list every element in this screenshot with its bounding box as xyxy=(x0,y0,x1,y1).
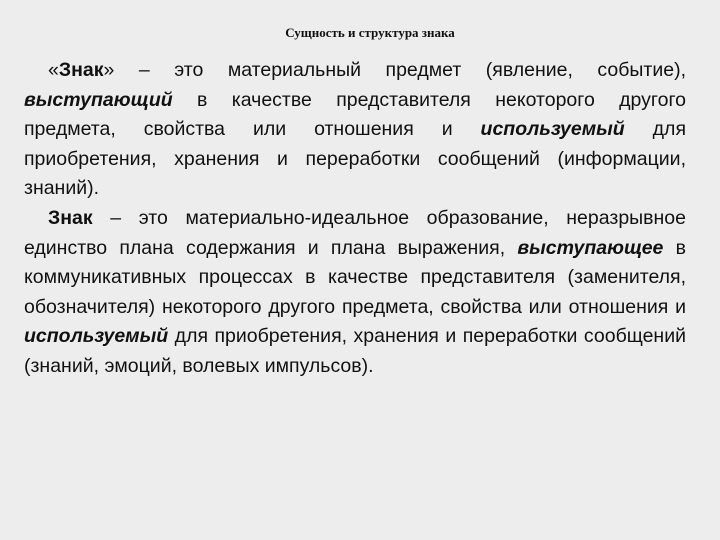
definition-paragraph-1 xyxy=(24,56,686,204)
text-segment: – это материальный предмет (явление, событие), xyxy=(114,59,686,81)
definition-text xyxy=(24,56,686,382)
definition-paragraph-2 xyxy=(24,204,686,382)
text-segment: для приобретения, хранения и переработки сообщений (информации, знаний). xyxy=(24,118,686,200)
text-segment: – это материально-идеальное образование, неразрывное единство плана содержания и плана выражения, xyxy=(24,206,686,259)
emphasis-word: используемый xyxy=(480,118,625,141)
slide-title: Сущность и структура знака xyxy=(285,25,455,40)
quote-open: « xyxy=(48,59,59,81)
term-sign: Знак xyxy=(48,206,93,229)
emphasis-word: используемый xyxy=(24,325,169,348)
emphasis-word: выступающее xyxy=(517,236,664,259)
term-sign: Знак xyxy=(58,59,104,81)
quote-close: » xyxy=(103,59,115,81)
text-segment: в коммуникативных процессах в качестве представителя (заменителя, обозначителя) некоторого другого предмета, свойства или отношения и xyxy=(24,236,686,318)
text-segment: для приобретения, хранения и переработки сообщений (знаний, эмоций, волевых импульсов). xyxy=(24,325,686,377)
text-segment: в качестве представителя некоторого другого предмета, свойства или отношения и xyxy=(24,88,686,141)
emphasis-word: выступающий xyxy=(24,88,173,111)
